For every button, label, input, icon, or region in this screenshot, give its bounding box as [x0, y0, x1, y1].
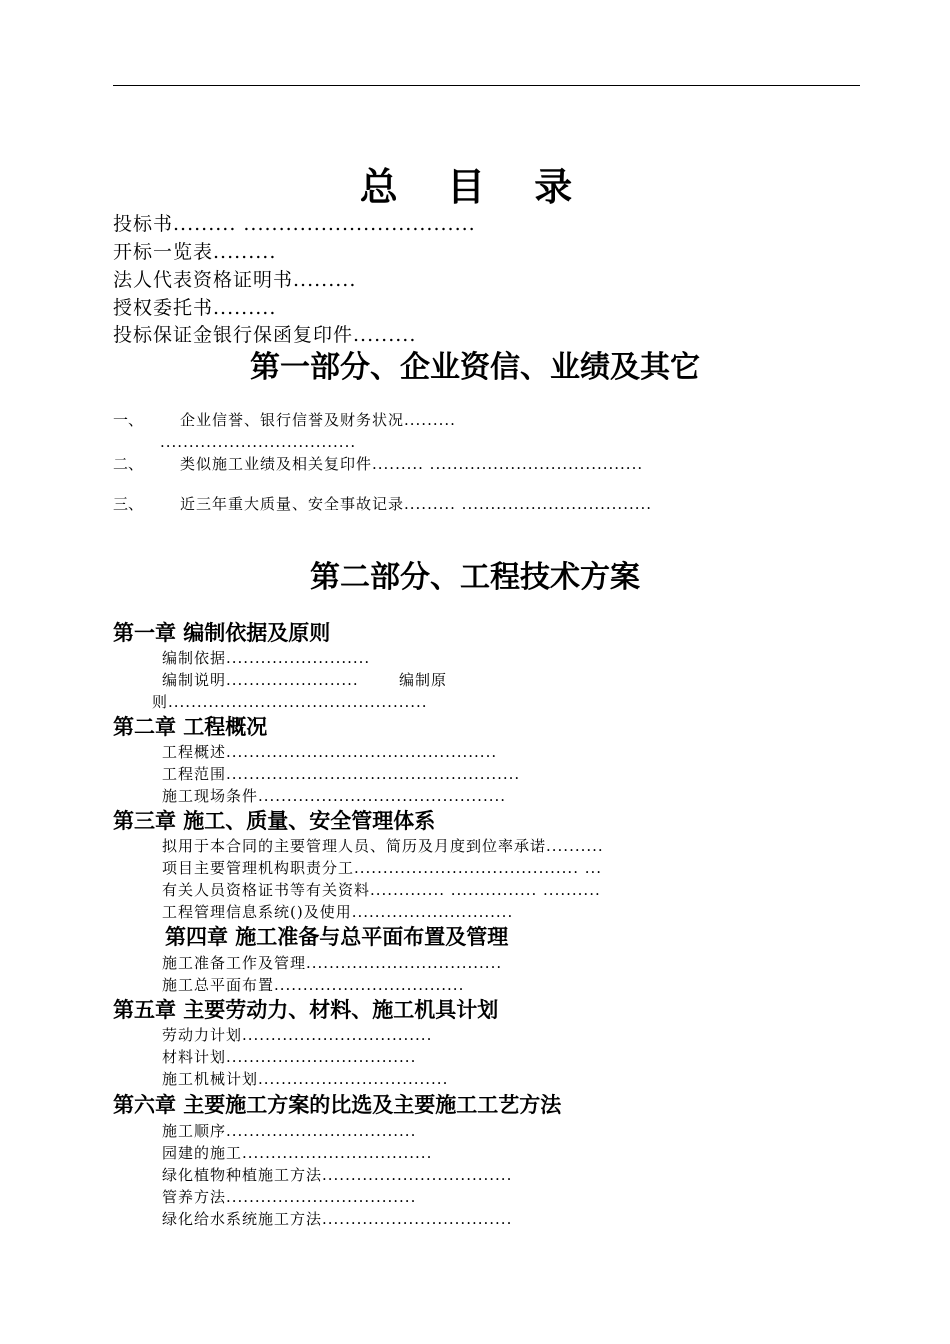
chapter-title: 第六章 主要施工方案的比选及主要施工工艺方法 [113, 1092, 562, 1117]
part1-item-text: 类似施工业绩及相关复印件......... ..................................... [180, 455, 644, 473]
chapter-item: 绿化给水系统施工方法................................. [162, 1210, 513, 1228]
chapter-item: 项目主要管理机构职责分工....................................... ... [162, 859, 603, 877]
part1-item-text: .................................. [160, 433, 357, 451]
toc-item-authorization: 授权委托书......... [113, 297, 277, 319]
chapter-item: 劳动力计划................................. [162, 1026, 433, 1044]
chapter-title: 第五章 主要劳动力、材料、施工机具计划 [113, 997, 499, 1022]
chapter-item: 绿化植物种植施工方法................................. [162, 1166, 513, 1184]
chapter-item: 施工准备工作及管理.................................. [162, 954, 503, 972]
chapter-item: 拟用于本合同的主要管理人员、简历及月度到位率承诺.......... [162, 837, 604, 855]
chapter-item: 施工总平面布置................................. [162, 976, 465, 994]
doc-title: 总 目 录 [359, 164, 591, 209]
header-rule [113, 85, 860, 86]
chapter-item: 则............................................. [152, 693, 428, 711]
chapter-item: 施工现场条件........................................... [162, 787, 507, 805]
toc-item-legal-rep: 法人代表资格证明书......... [113, 269, 357, 291]
part2-title: 第二部分、工程技术方案 [310, 560, 640, 595]
chapter-item: 编制依据......................... [162, 649, 371, 667]
part1-item-text: 近三年重大质量、安全事故记录......... ................................. [180, 495, 653, 513]
chapter-title: 第一章 编制依据及原则 [113, 620, 331, 645]
chapter-item: 有关人员资格证书等有关资料............. ............... .......... [162, 881, 601, 899]
chapter-item: 工程范围................................................... [162, 765, 521, 783]
chapter-item: 工程管理信息系统()及使用............................ [162, 903, 514, 921]
chapter-item: 园建的施工................................. [162, 1144, 433, 1162]
chapter-item: 管养方法................................. [162, 1188, 417, 1206]
toc-item-bid-bond: 投标保证金银行保函复印件......... [113, 324, 417, 346]
chapter-item: 材料计划................................. [162, 1048, 417, 1066]
chapter-title: 第三章 施工、质量、安全管理体系 [113, 808, 436, 833]
toc-item-bid-letter: 投标书......... ................................. [113, 213, 476, 235]
chapter-title: 第四章 施工准备与总平面布置及管理 [165, 924, 509, 949]
chapter-item: 施工顺序................................. [162, 1122, 417, 1140]
part1-item-num: 一、 [113, 411, 144, 429]
chapter-item: 施工机械计划................................. [162, 1070, 449, 1088]
part1-item-text: 企业信誉、银行信誉及财务状况......... [180, 411, 456, 429]
part1-item-num: 二、 [113, 455, 144, 473]
chapter-item: 编制说明....................... 编制原 [162, 671, 448, 689]
chapter-title: 第二章 工程概况 [113, 714, 268, 739]
toc-item-opening-list: 开标一览表......... [113, 241, 277, 263]
part1-title: 第一部分、企业资信、业绩及其它 [250, 350, 700, 385]
part1-item-num: 三、 [113, 495, 144, 513]
chapter-item: 工程概述............................................... [162, 743, 498, 761]
